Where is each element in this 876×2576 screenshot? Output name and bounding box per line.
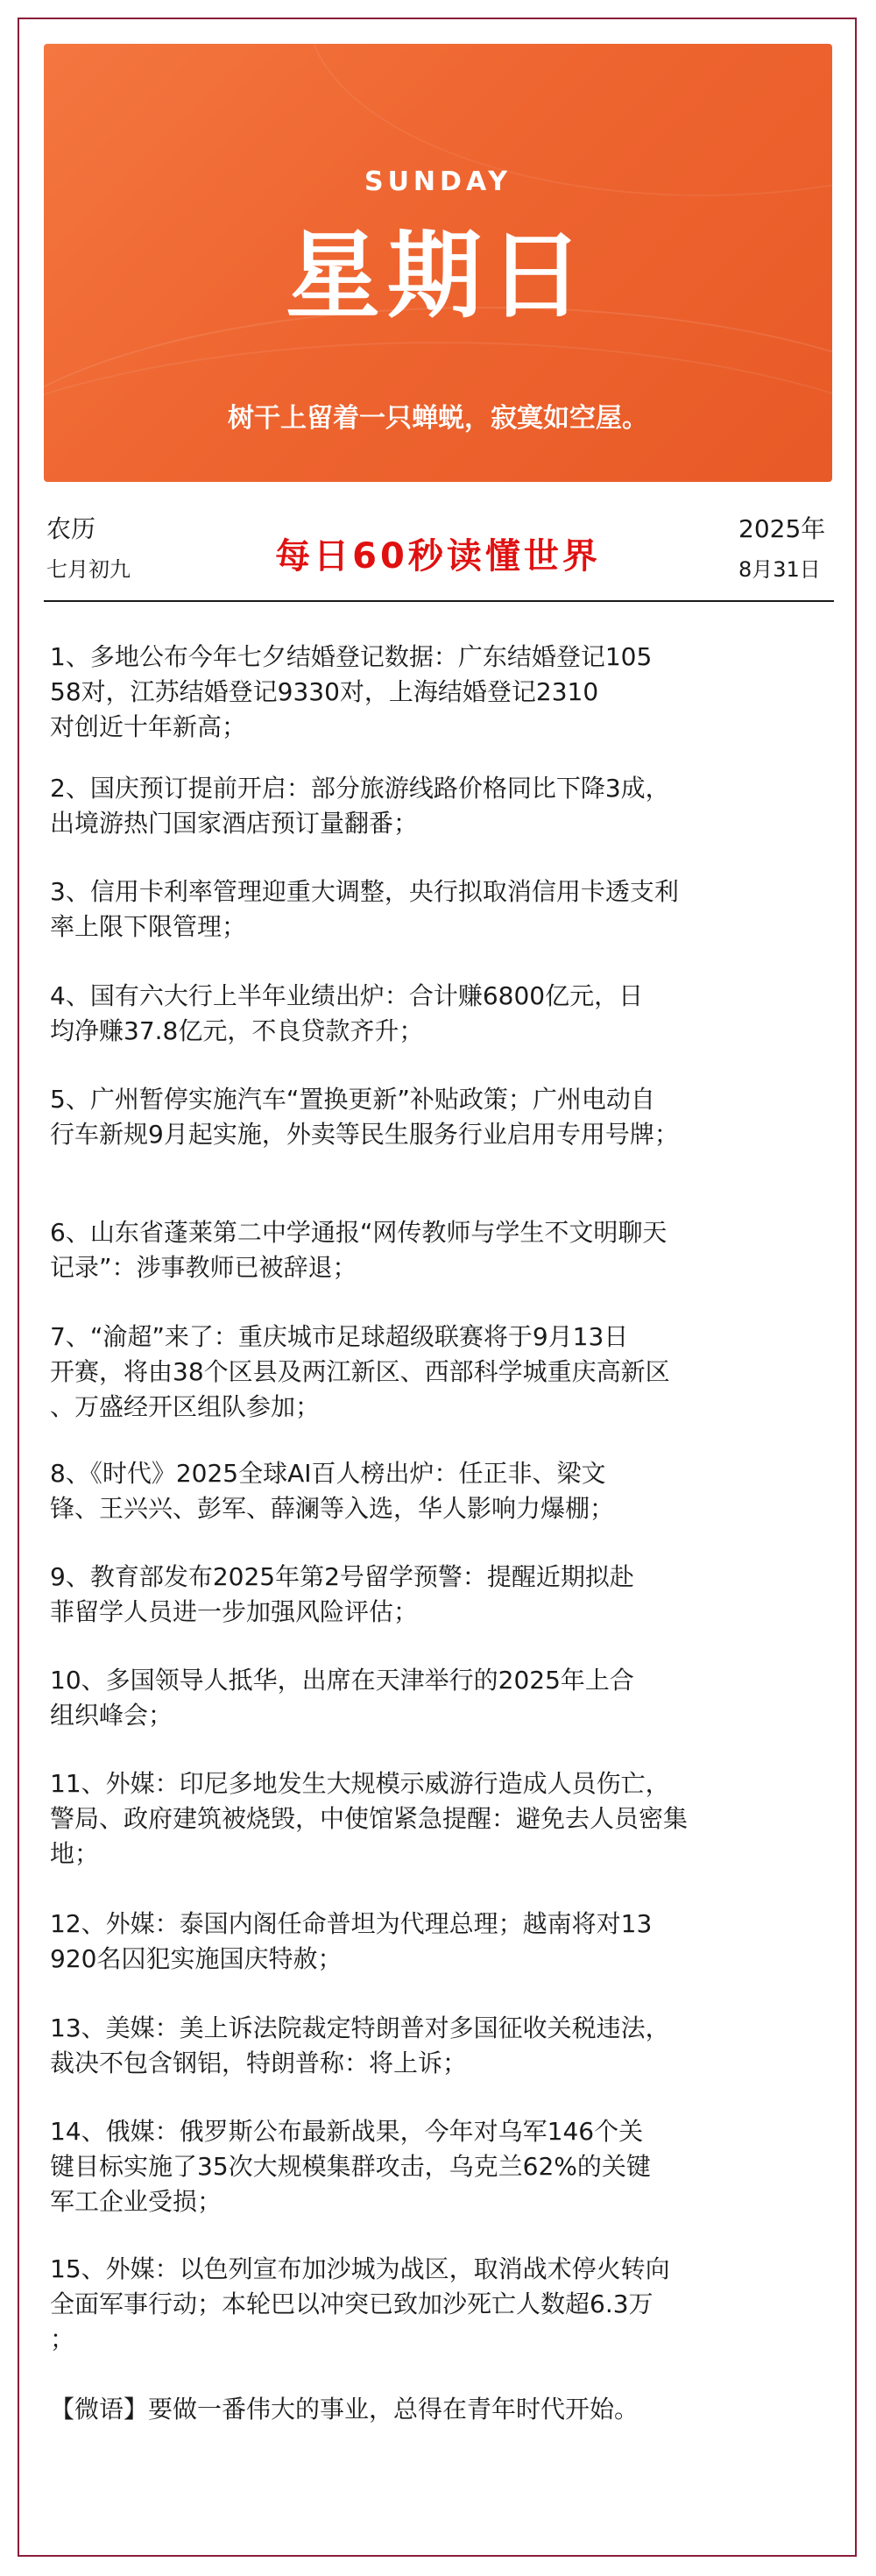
news-item-4: 4、国有六大行上半年业绩出炉：合计赚6800亿元，日 均净赚37.8亿元，不良贷款齐升； (50, 981, 644, 1045)
page-title: 每日60秒读懂世界 (275, 536, 601, 577)
lunar-label: 农历 (46, 514, 96, 543)
news-item-10: 10、多国领导人抵华，出席在天津举行的2025年上合 组织峰会； (50, 1666, 634, 1730)
banner-subtitle: 树干上留着一只蝉蜕，寂寞如空屋。 (228, 403, 648, 434)
news-item-14: 14、俄媒：俄罗斯公布最新战果，今年对乌军146个关 键目标实施了35次大规模集群攻击，乌克兰62%的关键 军工企业受损； (50, 2117, 651, 2216)
header-banner (44, 44, 832, 482)
news-item-13: 13、美媒：美上诉法院裁定特朗普对多国征收关税违法， 裁决不包含钢铝，特朗普称：将上诉； (50, 2013, 670, 2077)
news-item-12: 12、外媒：泰国内阁任命普坦为代理总理；越南将对13 920名囚犯实施国庆特赦； (50, 1909, 653, 1973)
news-item-11: 11、外媒：印尼多地发生大规模示威游行造成人员伤亡， 警局、政府建筑被烧毁，中使馆紧急提醒：避免去人员密集 地； (50, 1769, 689, 1868)
weekday-english: SUNDAY (364, 166, 512, 197)
news-item-5: 5、广州暂停实施汽车“置换更新”补贴政策；广州电动自 行车新规9月起实施，外卖等民生服务行业启用专用号牌； (50, 1085, 679, 1149)
date: 8月31日 (738, 557, 821, 582)
news-item-8: 8、《时代》2025全球AI百人榜出炉：任正非、梁文 锋、王兴兴、彭军、薛澜等入选，华人影响力爆棚； (50, 1459, 615, 1523)
lunar-date: 七月初九 (46, 557, 131, 582)
news-item-7: 7、“渝超”来了：重庆城市足球超级联赛将于9月13日 开赛，将由38个区县及两江新区、西部科学城重庆高新区 、万盛经开区组队参加； (50, 1322, 670, 1421)
news-item-9: 9、教育部发布2025年第2号留学预警：提醒近期拟赴 菲留学人员进一步加强风险评估； (50, 1562, 634, 1626)
year: 2025年 (738, 514, 826, 543)
weekday-title: 星期日 (285, 221, 590, 331)
news-item-15: 15、外媒：以色列宣布加沙城为战区，取消战术停火转向 全面军事行动；本轮巴以冲突已致加沙死亡人数超6.3万 ； (50, 2254, 670, 2353)
motto: 【微语】要做一番伟大的事业，总得在青年时代开始。 (50, 2395, 639, 2424)
divider (44, 600, 834, 602)
news-item-6: 6、山东省蓬莱第二中学通报“网传教师与学生不文明聊天 记录”：涉事教师已被辞退； (50, 1218, 668, 1282)
news-item-3: 3、信用卡利率管理迎重大调整，央行拟取消信用卡透支利 率上限下限管理； (50, 877, 679, 941)
news-item-1: 1、多地公布今年七夕结婚登记数据：广东结婚登记105 58对，江苏结婚登记9330对，上海结婚登记2310 对创近十年新高； (50, 642, 653, 741)
news-item-2: 2、国庆预订提前开启：部分旅游线路价格同比下降3成， 出境游热门国家酒店预订量翻番； (50, 774, 670, 838)
